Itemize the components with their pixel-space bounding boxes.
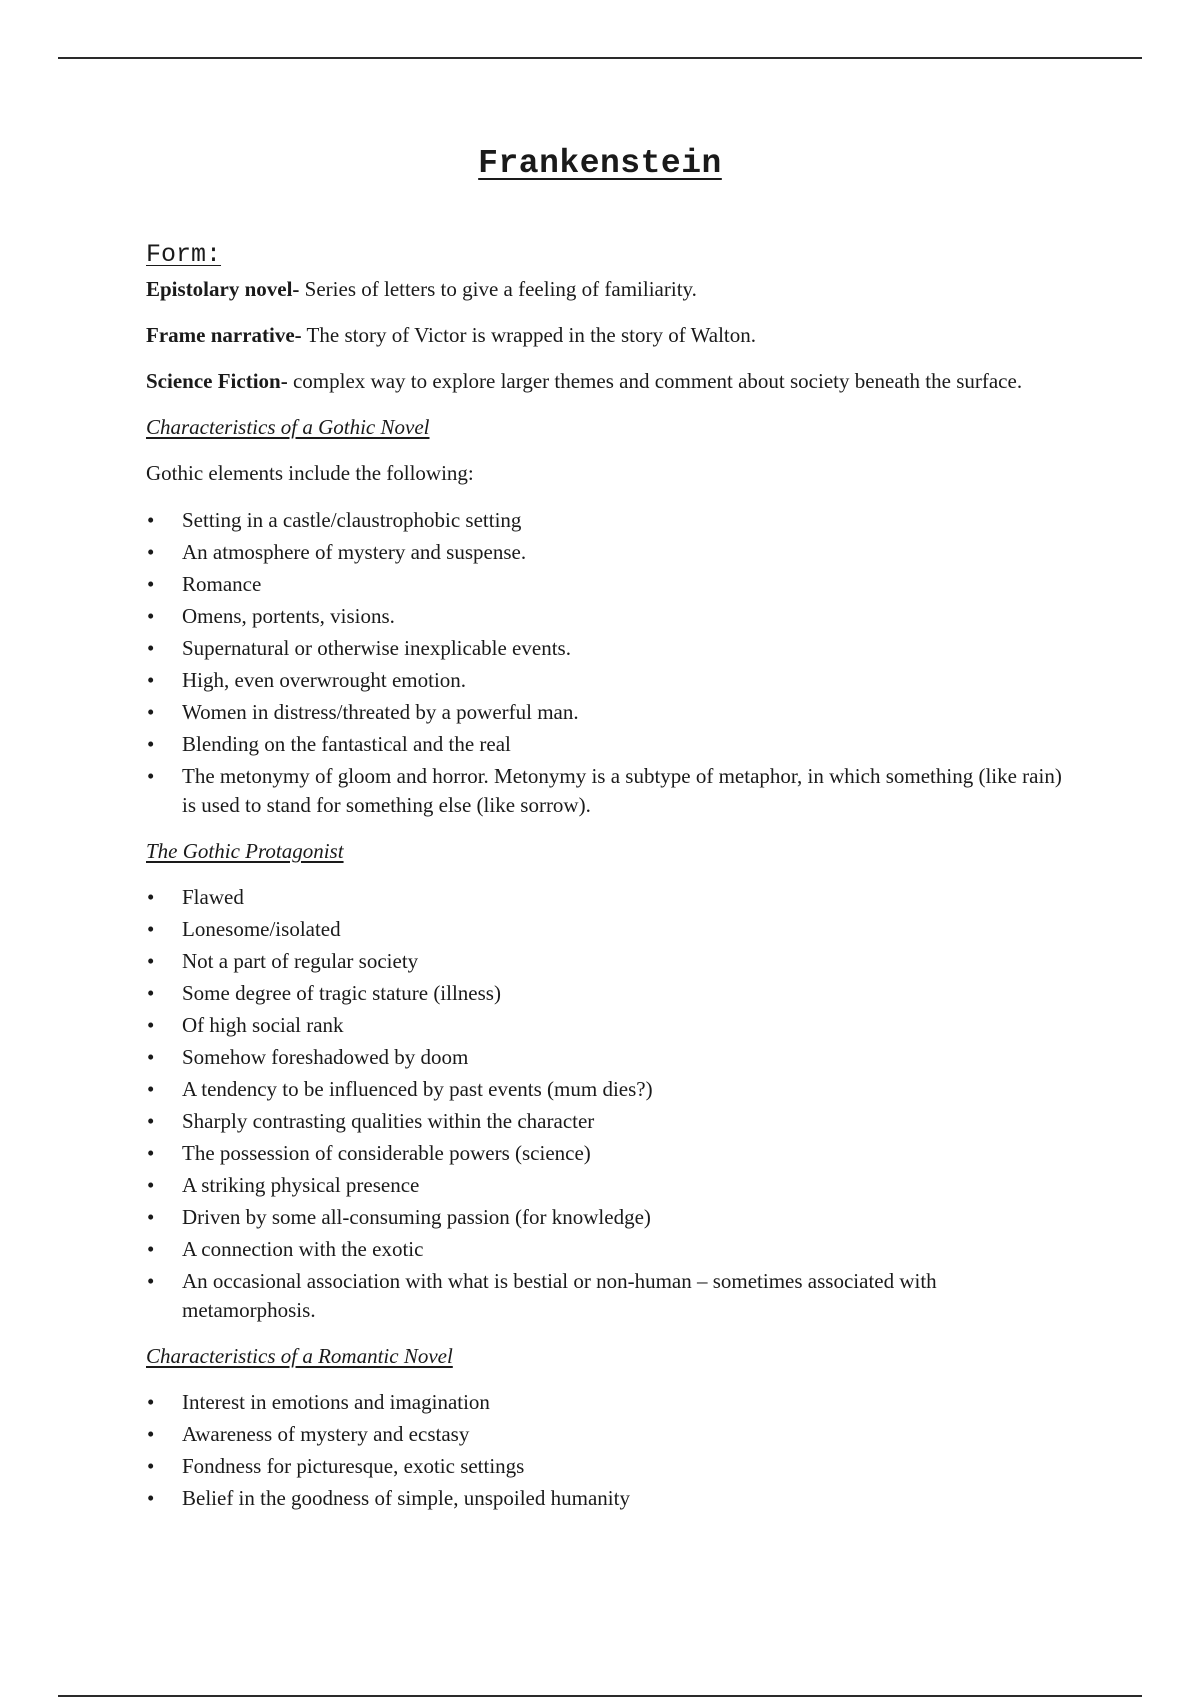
romantic-novel-list: [146, 1388, 1066, 1513]
definition-term: Science Fiction-: [146, 369, 288, 393]
list-item: • Sharply contrasting qualities within the character: [146, 1107, 1066, 1136]
list-item: • Some degree of tragic stature (illness): [146, 979, 1066, 1008]
gothic-novel-list: [146, 506, 1066, 820]
top-rule: [58, 57, 1142, 59]
page-title-text: Frankenstein: [478, 145, 722, 182]
definition-epistolary: [146, 275, 1066, 304]
definition-text: complex way to explore larger themes and comment about society beneath the surface.: [287, 369, 1023, 393]
romantic-novel-heading: Characteristics of a Romantic Novel: [146, 1344, 453, 1368]
gothic-protagonist-heading: The Gothic Protagonist: [146, 839, 344, 863]
list-item: • A striking physical presence: [146, 1171, 1066, 1200]
list-item: • A tendency to be influenced by past events (mum dies?): [146, 1075, 1066, 1104]
list-item: • Interest in emotions and imagination: [146, 1388, 1066, 1417]
document-body: [146, 240, 1066, 1530]
definition-term: Epistolary novel-: [146, 277, 300, 301]
list-item: • Lonesome/isolated: [146, 915, 1066, 944]
definition-text: The story of Victor is wrapped in the story of Walton.: [301, 323, 756, 347]
list-item: • Omens, portents, visions.: [146, 602, 1066, 631]
list-item: • High, even overwrought emotion.: [146, 666, 1066, 695]
list-item: • Not a part of regular society: [146, 947, 1066, 976]
list-item: • Fondness for picturesque, exotic settings: [146, 1452, 1066, 1481]
list-item: • Belief in the goodness of simple, unspoiled humanity: [146, 1484, 1066, 1513]
gothic-novel-heading: Characteristics of a Gothic Novel: [146, 415, 430, 439]
list-item: • Setting in a castle/claustrophobic setting: [146, 506, 1066, 535]
list-item: • An atmosphere of mystery and suspense.: [146, 538, 1066, 567]
list-item: • Driven by some all-consuming passion (for knowledge): [146, 1203, 1066, 1232]
definition-frame-narrative: [146, 321, 1066, 350]
gothic-novel-intro: Gothic elements include the following:: [146, 461, 474, 485]
list-item: • Somehow foreshadowed by doom: [146, 1043, 1066, 1072]
gothic-protagonist-list: [146, 883, 1066, 1325]
list-item: • Supernatural or otherwise inexplicable events.: [146, 634, 1066, 663]
list-item: • An occasional association with what is bestial or non-human – sometimes associated with metamorphosis.: [146, 1267, 1066, 1325]
list-item: • Flawed: [146, 883, 1066, 912]
list-item: • The metonymy of gloom and horror. Metonymy is a subtype of metaphor, in which something (like rain) is used to stand for something else (like sorrow).: [146, 762, 1066, 820]
list-item: • Blending on the fantastical and the real: [146, 730, 1066, 759]
definition-text: Series of letters to give a feeling of familiarity.: [299, 277, 697, 301]
list-item: • Of high social rank: [146, 1011, 1066, 1040]
list-item: • Romance: [146, 570, 1066, 599]
list-item: • Awareness of mystery and ecstasy: [146, 1420, 1066, 1449]
bottom-rule: [58, 1695, 1142, 1697]
list-item: • A connection with the exotic: [146, 1235, 1066, 1264]
list-item: • The possession of considerable powers (science): [146, 1139, 1066, 1168]
list-item: • Women in distress/threated by a powerful man.: [146, 698, 1066, 727]
definition-science-fiction: [146, 367, 1066, 396]
page-title: [0, 145, 1200, 182]
definition-term: Frame narrative-: [146, 323, 302, 347]
form-heading: Form:: [146, 240, 222, 269]
